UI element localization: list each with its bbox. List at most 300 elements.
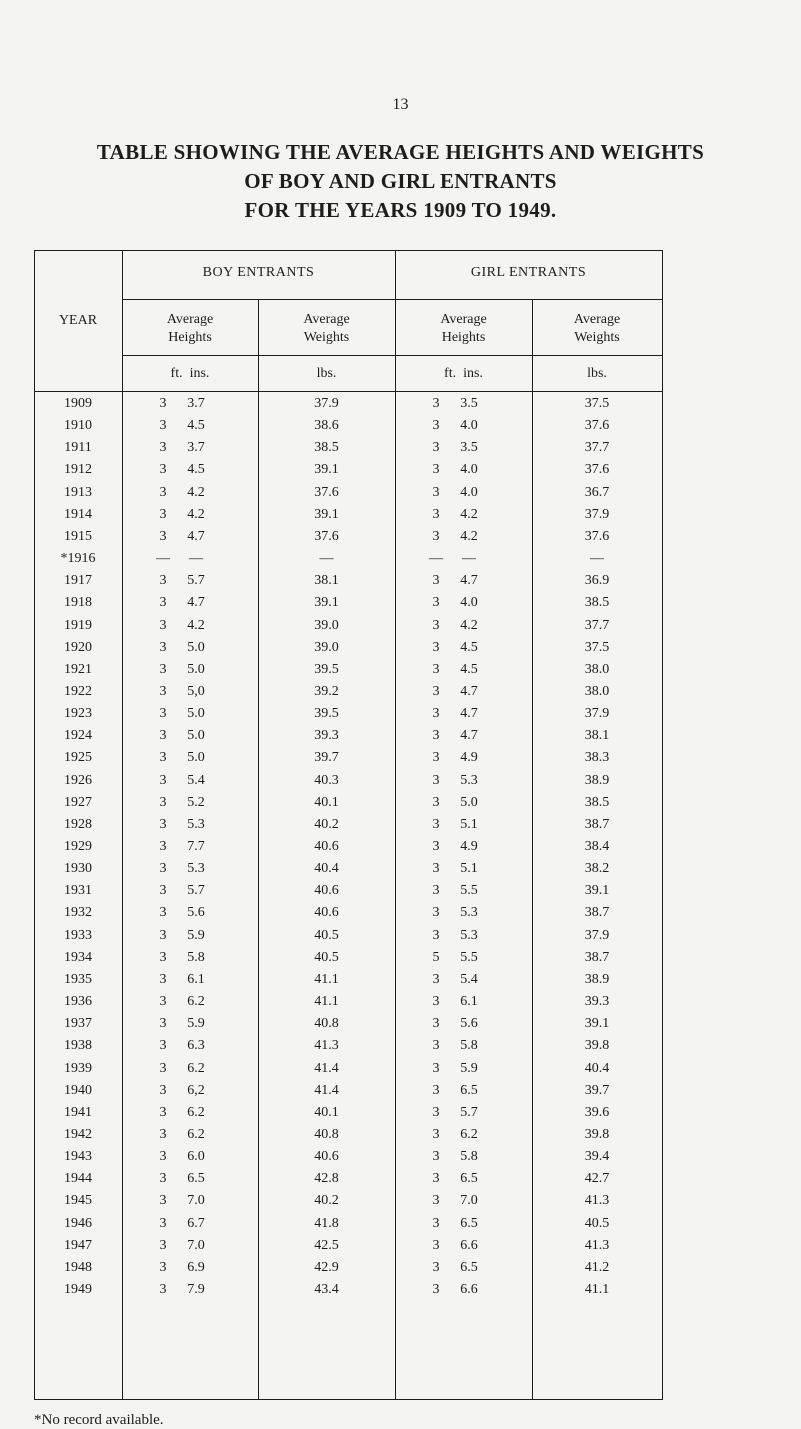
cell-girl-ft: 3 — [432, 661, 440, 677]
cell-girl-ins: 5.3 — [460, 905, 478, 921]
cell-boy-ins: 7.9 — [187, 1282, 205, 1297]
cell-girl-lbs: 36.7 — [584, 484, 610, 500]
cell-year: 1943 — [64, 1149, 92, 1165]
header-girl-heights-l1: Average — [440, 312, 487, 327]
cell-boy-lbs: 40.2 — [314, 1193, 339, 1209]
cell-girl-lbs: 37.9 — [584, 706, 610, 722]
cell-year: 1915 — [64, 528, 92, 544]
cell-year: 1927 — [64, 794, 92, 810]
cell-girl-ft: — — [429, 551, 443, 567]
cell-girl-lbs: 39.8 — [584, 1038, 610, 1054]
title-line-3: FOR THE YEARS 1909 TO 1949. — [244, 198, 557, 222]
cell-girl-lbs: — — [590, 551, 604, 567]
rule-year-boy — [122, 250, 123, 1400]
cell-boy-ins: 5.9 — [187, 1016, 205, 1032]
cell-girl-ft: 3 — [432, 1171, 440, 1187]
cell-girl-ins: 6.2 — [460, 1126, 478, 1142]
cell-boy-lbs: 39.1 — [314, 462, 339, 478]
cell-boy-ft: 3 — [159, 728, 167, 744]
cell-boy-ft: 3 — [159, 440, 167, 456]
cell-boy-lbs: 40.6 — [314, 905, 339, 921]
cell-boy-ft: 3 — [159, 595, 167, 611]
cell-boy-lbs: 40.4 — [314, 861, 339, 877]
cell-girl-ins: 4.0 — [460, 462, 478, 478]
cell-boy-lbs: 41.4 — [314, 1060, 339, 1076]
unit-boy-ft-ins: ft. ins. — [170, 366, 210, 381]
cell-girl-ft: 3 — [432, 528, 440, 544]
cell-girl-ft: 3 — [432, 506, 440, 522]
cell-girl-lbs: 38.0 — [584, 661, 610, 677]
cell-girl-lbs: 41.3 — [584, 1193, 610, 1209]
cell-year: 1926 — [64, 772, 92, 788]
cell-year: 1939 — [64, 1060, 92, 1076]
cell-boy-lbs: 37.9 — [314, 396, 339, 411]
cell-girl-lbs: 38.7 — [584, 905, 610, 921]
cell-girl-ft: 3 — [432, 1149, 440, 1165]
cell-boy-ins: 6,2 — [187, 1082, 205, 1098]
cell-girl-lbs: 42.7 — [584, 1171, 610, 1187]
cell-girl-ins: 4.9 — [460, 839, 478, 854]
cell-year: 1944 — [64, 1171, 92, 1187]
cell-year: 1914 — [64, 506, 92, 522]
cell-boy-lbs: 39.7 — [314, 750, 339, 766]
cell-girl-lbs: 41.3 — [584, 1237, 610, 1253]
cell-girl-lbs: 37.5 — [584, 639, 610, 655]
rule-bottom — [34, 1399, 662, 1400]
page-number: 13 — [392, 96, 409, 113]
cell-boy-ft: 3 — [159, 683, 167, 699]
cell-year: 1949 — [64, 1282, 92, 1297]
cell-year: 1938 — [64, 1038, 92, 1054]
header-girl-weights — [532, 311, 662, 347]
cell-boy-ins: 4.7 — [187, 595, 205, 611]
cell-boy-lbs: 42.8 — [314, 1171, 339, 1187]
cell-boy-ins: 6.2 — [187, 994, 205, 1010]
cell-girl-ft: 3 — [432, 994, 440, 1010]
header-boy-entrants: BOY ENTRANTS — [202, 265, 315, 280]
cell-girl-ins: 4.9 — [460, 750, 478, 766]
cell-girl-lbs: 38.7 — [584, 816, 610, 832]
cell-girl-ins: 6.5 — [460, 1082, 478, 1098]
cell-girl-lbs: 39.4 — [584, 1149, 610, 1165]
cell-girl-ins: 6.6 — [460, 1282, 478, 1297]
cell-boy-ins: 4.2 — [187, 484, 205, 500]
cell-girl-lbs: 38.7 — [584, 949, 610, 965]
cell-girl-ins: 4.5 — [460, 661, 478, 677]
cell-boy-ft: 3 — [159, 528, 167, 544]
cell-girl-lbs: 39.7 — [584, 1082, 610, 1098]
cell-boy-ft: 3 — [159, 949, 167, 965]
cell-girl-ft: 3 — [432, 706, 440, 722]
cell-girl-ins: 4.0 — [460, 418, 478, 434]
cell-girl-ins: 4.2 — [460, 506, 478, 522]
cell-boy-ins: 4.5 — [187, 418, 205, 434]
cell-year: 1924 — [64, 728, 92, 744]
cell-boy-lbs: 40.8 — [314, 1016, 339, 1032]
cell-girl-ins: 5.8 — [460, 1149, 478, 1165]
cell-girl-ins: 5.1 — [460, 861, 478, 877]
cell-girl-lbs: 37.7 — [584, 440, 610, 456]
cell-girl-lbs: 38.1 — [584, 728, 610, 744]
cell-boy-ins: 7.0 — [187, 1193, 205, 1209]
cell-girl-ft: 3 — [432, 462, 440, 478]
cell-girl-lbs: 38.3 — [584, 750, 610, 766]
cell-girl-ins: 6.1 — [460, 994, 478, 1010]
cell-boy-ft: 3 — [159, 1149, 167, 1165]
cell-girl-ins: 6.6 — [460, 1237, 478, 1253]
cell-girl-lbs: 38.0 — [584, 683, 610, 699]
cell-girl-ins: 6.5 — [460, 1259, 478, 1275]
cell-girl-ins: 4.7 — [460, 683, 478, 699]
cell-girl-ins: 6.5 — [460, 1171, 478, 1187]
cell-girl-ins: 5.5 — [460, 949, 478, 965]
cell-boy-ft: 3 — [159, 1237, 167, 1253]
cell-girl-ins: 5.6 — [460, 1016, 478, 1032]
cell-boy-ft: 3 — [159, 1215, 167, 1231]
cell-boy-ins: 6.2 — [187, 1104, 205, 1120]
cell-year: 1913 — [64, 484, 92, 500]
cell-girl-ft: 3 — [432, 1060, 440, 1076]
cell-year: 1925 — [64, 750, 92, 766]
cell-girl-lbs: 38.2 — [584, 861, 610, 877]
cell-boy-ft: 3 — [159, 750, 167, 766]
cell-boy-ft: 3 — [159, 994, 167, 1010]
cell-girl-ft: 3 — [432, 683, 440, 699]
cell-boy-lbs: 40.6 — [314, 839, 339, 854]
cell-boy-ft: 3 — [159, 883, 167, 899]
cell-year: 1910 — [64, 418, 92, 434]
cell-boy-ins: 7.7 — [187, 839, 205, 854]
cell-girl-ft: 3 — [432, 816, 440, 832]
rule-subheader-under — [122, 355, 662, 356]
cell-year: 1918 — [64, 595, 92, 611]
header-boy-heights-l1: Average — [166, 312, 214, 327]
cell-boy-ins: 5.4 — [187, 772, 205, 788]
cell-boy-ins: — — [189, 551, 203, 567]
cell-girl-ins: 4.7 — [460, 728, 478, 744]
cell-boy-ins: 5.9 — [187, 927, 205, 943]
cell-year: 1932 — [64, 905, 92, 921]
cell-boy-lbs: 40.5 — [314, 927, 339, 943]
cell-girl-lbs: 37.9 — [584, 927, 610, 943]
cell-year: 1930 — [64, 861, 92, 877]
header-year: YEAR — [58, 313, 98, 328]
header-girl-weights-l2: Weights — [574, 330, 620, 345]
cell-girl-ins: 4.0 — [460, 595, 478, 611]
cell-boy-ft: 3 — [159, 1104, 167, 1120]
cell-girl-ft: 3 — [432, 905, 440, 921]
cell-year: 1911 — [64, 440, 92, 456]
cell-girl-ft: 3 — [432, 440, 440, 456]
cell-girl-ins: 5.7 — [460, 1104, 478, 1120]
cell-boy-ins: 6.2 — [187, 1060, 205, 1076]
header-boy-heights-l2: Heights — [168, 330, 212, 345]
cell-boy-ins: 7.0 — [187, 1237, 205, 1253]
cell-girl-lbs: 36.9 — [584, 573, 610, 589]
cell-boy-ft: 3 — [159, 418, 167, 434]
cell-girl-ins: 4.7 — [460, 706, 478, 722]
cell-girl-ft: 3 — [432, 750, 440, 766]
cell-girl-ft: 3 — [432, 839, 440, 854]
cell-boy-ins: 3.7 — [187, 396, 205, 411]
cell-year: 1912 — [64, 462, 92, 478]
cell-year: 1945 — [64, 1193, 92, 1209]
cell-year: 1946 — [64, 1215, 92, 1231]
cell-boy-ins: 5.0 — [187, 661, 205, 677]
cell-girl-ft: 3 — [432, 1038, 440, 1054]
cell-girl-ft: 3 — [432, 484, 440, 500]
cell-girl-ins: 4.2 — [460, 528, 478, 544]
cell-year: 1931 — [64, 883, 92, 899]
cell-boy-lbs: 42.5 — [314, 1237, 339, 1253]
cell-girl-ft: 3 — [432, 883, 440, 899]
cell-boy-lbs: 40.1 — [314, 1104, 339, 1120]
cell-girl-ft: 5 — [432, 949, 440, 965]
cell-boy-ft: 3 — [159, 816, 167, 832]
cell-girl-lbs: 38.9 — [584, 971, 610, 987]
cell-boy-lbs: 37.6 — [314, 528, 339, 544]
cell-girl-lbs: 37.7 — [584, 617, 610, 633]
header-girl-heights-l2: Heights — [441, 330, 486, 345]
cell-boy-ins: 5.2 — [187, 794, 205, 810]
cell-boy-lbs: 39.0 — [314, 639, 339, 655]
cell-girl-lbs: 38.5 — [584, 595, 610, 611]
cell-year: 1936 — [64, 994, 92, 1010]
cell-year: 1922 — [64, 683, 92, 699]
cell-boy-ins: 5.3 — [187, 816, 205, 832]
cell-girl-ins: 5.0 — [460, 794, 478, 810]
cell-boy-ft: 3 — [159, 905, 167, 921]
cell-year: 1929 — [64, 839, 92, 854]
cell-boy-ins: 6.9 — [187, 1259, 205, 1275]
cell-boy-ft: 3 — [159, 1038, 167, 1054]
cell-boy-ft: 3 — [159, 706, 167, 722]
cell-girl-lbs: 39.6 — [584, 1104, 610, 1120]
unit-boy-lbs: lbs. — [316, 366, 337, 381]
cell-girl-ft: 3 — [432, 396, 440, 411]
cell-girl-ins: 5.3 — [460, 927, 478, 943]
cell-boy-ins: 5.0 — [187, 728, 205, 744]
cell-boy-ft: 3 — [159, 396, 167, 411]
title-line-2: OF BOY AND GIRL ENTRANTS — [244, 169, 557, 193]
cell-girl-ins: — — [462, 551, 476, 567]
rule-right — [662, 250, 663, 1400]
cell-year: 1947 — [64, 1237, 92, 1253]
cell-year: 1935 — [64, 971, 92, 987]
unit-girl-lbs: lbs. — [587, 366, 607, 381]
cell-year: 1909 — [64, 396, 92, 411]
cell-girl-ft: 3 — [432, 1282, 440, 1297]
cell-boy-ins: 6.5 — [187, 1171, 205, 1187]
cell-girl-lbs: 37.6 — [584, 462, 610, 478]
cell-boy-ft: 3 — [159, 861, 167, 877]
cell-girl-ins: 4.5 — [460, 639, 478, 655]
cell-boy-ft: 3 — [159, 839, 167, 854]
cell-boy-lbs: 40.2 — [314, 816, 339, 832]
cell-girl-ins: 4.2 — [460, 617, 478, 633]
cell-boy-ins: 5.7 — [187, 573, 205, 589]
cell-girl-ft: 3 — [432, 617, 440, 633]
cell-year: 1948 — [64, 1259, 92, 1275]
cell-girl-ft: 3 — [432, 1193, 440, 1209]
cell-year: 1919 — [64, 617, 92, 633]
rule-boy-girl — [395, 250, 396, 1400]
cell-girl-lbs: 38.4 — [584, 839, 610, 854]
cell-boy-lbs: 39.3 — [314, 728, 339, 744]
cell-boy-ins: 3.7 — [187, 440, 205, 456]
cell-girl-lbs: 37.5 — [584, 396, 610, 411]
cell-girl-ft: 3 — [432, 1082, 440, 1098]
cell-boy-ins: 5.7 — [187, 883, 205, 899]
cell-boy-ft: 3 — [159, 462, 167, 478]
cell-year: 1923 — [64, 706, 92, 722]
rule-header-bottom — [34, 391, 662, 392]
cell-boy-ft: 3 — [159, 1171, 167, 1187]
cell-girl-ft: 3 — [432, 1237, 440, 1253]
cell-girl-ft: 3 — [432, 573, 440, 589]
cell-year: 1940 — [64, 1082, 92, 1098]
cell-girl-ins: 4.0 — [460, 484, 478, 500]
cell-girl-ins: 5.1 — [460, 816, 478, 832]
cell-boy-lbs: 40.1 — [314, 794, 339, 810]
cell-boy-lbs: — — [319, 551, 334, 567]
cell-girl-ins: 5.9 — [460, 1060, 478, 1076]
header-boy-weights — [258, 311, 395, 347]
cell-boy-lbs: 40.6 — [314, 883, 339, 899]
footnote: *No record available. — [34, 1412, 164, 1428]
cell-girl-lbs: 39.3 — [584, 994, 610, 1010]
cell-girl-lbs: 39.1 — [584, 1016, 610, 1032]
cell-boy-lbs: 38.1 — [314, 573, 339, 589]
cell-boy-lbs: 39.2 — [314, 683, 339, 699]
cell-boy-ins: 6.0 — [187, 1149, 205, 1165]
cell-girl-lbs: 37.9 — [584, 506, 610, 522]
cell-boy-ins: 4.2 — [187, 506, 205, 522]
cell-boy-ft: 3 — [159, 1082, 167, 1098]
cell-girl-ft: 3 — [432, 1215, 440, 1231]
cell-girl-ft: 3 — [432, 1016, 440, 1032]
cell-boy-lbs: 41.1 — [314, 994, 339, 1010]
cell-girl-lbs: 41.1 — [584, 1282, 610, 1297]
cell-boy-lbs: 41.4 — [314, 1082, 339, 1098]
cell-boy-lbs: 40.5 — [314, 949, 339, 965]
cell-girl-ft: 3 — [432, 861, 440, 877]
cell-boy-ins: 6.3 — [187, 1038, 205, 1054]
cell-boy-lbs: 41.3 — [314, 1038, 339, 1054]
cell-year: 1934 — [64, 949, 92, 965]
cell-boy-ins: 6.2 — [187, 1126, 205, 1142]
cell-boy-ins: 5.0 — [187, 706, 205, 722]
rule-top — [34, 250, 662, 251]
cell-boy-ft: 3 — [159, 1282, 167, 1297]
cell-boy-ft: 3 — [159, 661, 167, 677]
cell-boy-ins: 5.6 — [187, 905, 205, 921]
cell-girl-ft: 3 — [432, 1259, 440, 1275]
cell-boy-ins: 5.0 — [187, 639, 205, 655]
header-boy-weights-l2: Weights — [303, 330, 350, 345]
cell-boy-lbs: 41.1 — [314, 971, 339, 987]
cell-year: 1928 — [64, 816, 92, 832]
cell-boy-ft: 3 — [159, 1016, 167, 1032]
cell-girl-lbs: 37.6 — [584, 418, 610, 434]
cell-girl-lbs: 39.1 — [584, 883, 610, 899]
cell-girl-ft: 3 — [432, 728, 440, 744]
cell-boy-lbs: 40.3 — [314, 772, 339, 788]
cell-boy-ins: 5.3 — [187, 861, 205, 877]
cell-girl-ft: 3 — [432, 418, 440, 434]
cell-girl-ft: 3 — [432, 772, 440, 788]
cell-girl-ins: 5.3 — [460, 772, 478, 788]
header-girl-entrants: GIRL ENTRANTS — [470, 265, 587, 280]
cell-boy-ft: 3 — [159, 971, 167, 987]
cell-year: 1941 — [64, 1104, 92, 1120]
cell-boy-ft: 3 — [159, 1259, 167, 1275]
cell-girl-ft: 3 — [432, 1104, 440, 1120]
header-boy-heights — [122, 311, 258, 347]
cell-girl-ft: 3 — [432, 595, 440, 611]
cell-boy-lbs: 39.0 — [314, 617, 339, 633]
cell-boy-ft: 3 — [159, 927, 167, 943]
cell-girl-ft: 3 — [432, 927, 440, 943]
cell-girl-ft: 3 — [432, 794, 440, 810]
cell-year: 1921 — [64, 661, 92, 677]
cell-girl-ins: 4.7 — [460, 573, 478, 589]
cell-boy-ins: 5,0 — [187, 683, 205, 699]
cell-girl-lbs: 41.2 — [584, 1259, 610, 1275]
rule-group-under — [122, 299, 662, 300]
cell-boy-ins: 4.5 — [187, 462, 205, 478]
cell-boy-lbs: 37.6 — [314, 484, 339, 500]
cell-year: *1916 — [60, 551, 96, 567]
unit-girl-ft-ins: ft. ins. — [444, 366, 483, 381]
cell-boy-ft: 3 — [159, 1193, 167, 1209]
header-girl-weights-l1: Average — [573, 312, 621, 327]
table-title — [0, 138, 801, 225]
cell-girl-lbs: 39.8 — [584, 1126, 610, 1142]
cell-girl-ft: 3 — [432, 639, 440, 655]
cell-boy-lbs: 39.1 — [314, 595, 339, 611]
cell-boy-ft: 3 — [159, 617, 167, 633]
cell-boy-lbs: 39.1 — [314, 506, 339, 522]
cell-girl-ft: 3 — [432, 1126, 440, 1142]
cell-girl-lbs: 40.5 — [584, 1215, 610, 1231]
cell-girl-ft: 3 — [432, 971, 440, 987]
cell-year: 1933 — [64, 927, 92, 943]
cell-boy-ins: 4.2 — [187, 617, 205, 633]
cell-boy-ins: 6.7 — [187, 1215, 205, 1231]
cell-boy-ins: 5.0 — [187, 750, 205, 766]
cell-girl-ins: 5.5 — [460, 883, 478, 899]
cell-girl-lbs: 38.5 — [584, 794, 610, 810]
cell-girl-ins: 3.5 — [460, 440, 478, 456]
cell-year: 1937 — [64, 1016, 92, 1032]
cell-boy-ins: 5.8 — [187, 949, 205, 965]
cell-year: 1942 — [64, 1126, 92, 1142]
header-boy-weights-l1: Average — [303, 312, 350, 327]
cell-boy-lbs: 42.9 — [314, 1259, 339, 1275]
cell-boy-ins: 6.1 — [187, 971, 205, 987]
cell-girl-lbs: 38.9 — [584, 772, 610, 788]
cell-boy-ft: 3 — [159, 1060, 167, 1076]
cell-girl-ins: 6.5 — [460, 1215, 478, 1231]
cell-boy-ft: 3 — [159, 794, 167, 810]
header-girl-heights — [395, 311, 532, 347]
cell-boy-lbs: 39.5 — [314, 706, 339, 722]
cell-boy-ins: 4.7 — [187, 528, 205, 544]
cell-boy-ft: 3 — [159, 639, 167, 655]
cell-boy-lbs: 40.8 — [314, 1126, 339, 1142]
cell-boy-lbs: 38.5 — [314, 440, 339, 456]
